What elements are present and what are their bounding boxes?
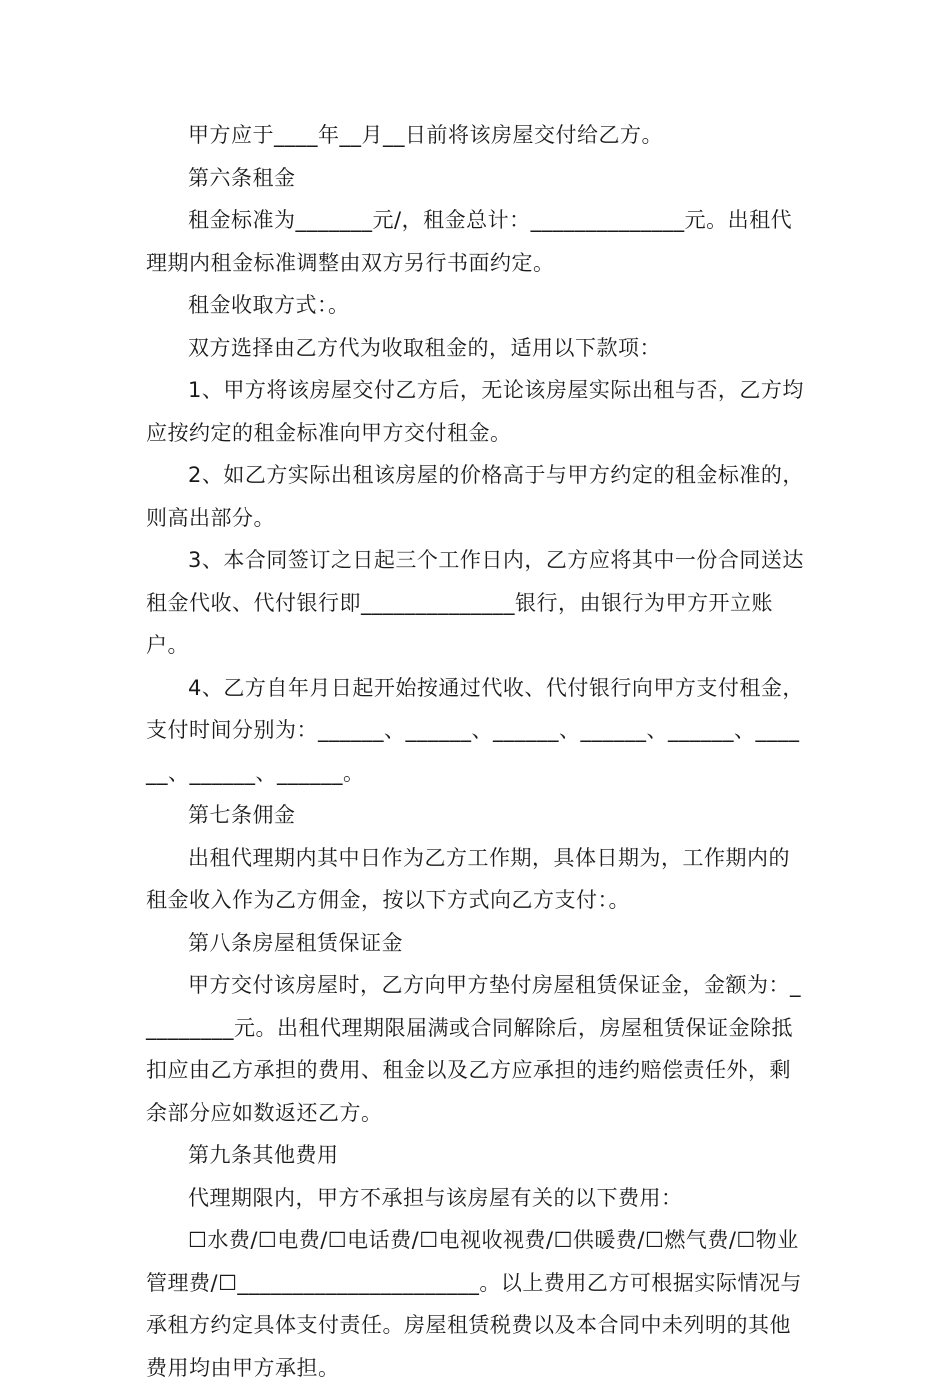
article-7-heading: 第七条佣金 bbox=[188, 803, 296, 827]
document-page bbox=[146, 114, 810, 1389]
clause-1: 1、甲方将该房屋交付乙方后，无论该房屋实际出租与否，乙方均应按约定的租金标准向甲方交付租金。 bbox=[146, 378, 804, 445]
fee-checklist-paragraph: ☐水费/☐电费/☐电话费/☐电视收视费/☐供暖费/☐燃气费/☐物业管理费/☐______________________。以上费用乙方可根据实际情况与承租方约定具体支付责任。房屋租赁税费以及本合同中未列明的其他费用均由甲方承担。 bbox=[146, 1228, 802, 1380]
delivery-date-paragraph: 甲方应于____年__月__日前将该房屋交付给乙方。 bbox=[188, 123, 663, 147]
commission-paragraph: 出租代理期内其中日作为乙方工作期，具体日期为，工作期内的租金收入作为乙方佣金，按以下方式向乙方支付：。 bbox=[146, 845, 790, 912]
rent-collection-method: 租金收取方式：。 bbox=[188, 293, 350, 317]
clause-4: 4、乙方自年月日起开始按通过代收、代付银行向甲方支付租金，支付时间分别为：______、______、______、______、______、______、______、______。 bbox=[146, 675, 804, 785]
other-fees-intro: 代理期限内，甲方不承担与该房屋有关的以下费用： bbox=[188, 1185, 683, 1210]
collection-clauses-intro: 双方选择由乙方代为收取租金的，适用以下款项： bbox=[188, 335, 661, 360]
rent-standard-paragraph: 租金标准为_______元/，租金总计：______________元。出租代理期内租金标准调整由双方另行书面约定。 bbox=[146, 208, 793, 275]
article-8-heading: 第八条房屋租赁保证金 bbox=[188, 930, 403, 955]
article-9-heading: 第九条其他费用 bbox=[188, 1143, 339, 1167]
clause-2: 2、如乙方实际出租该房屋的价格高于与甲方约定的租金标准的，则高出部分。 bbox=[146, 463, 804, 530]
clause-3: 3、本合同签订之日起三个工作日内，乙方应将其中一份合同送达租金代收、代付银行即______________银行，由银行为甲方开立账户。 bbox=[146, 548, 804, 657]
deposit-paragraph: 甲方交付该房屋时，乙方向甲方垫付房屋租赁保证金，金额为：_________元。出租代理期限届满或合同解除后，房屋租赁保证金除抵扣应由乙方承担的费用、租金以及乙方应承担的违约赔偿责任外，剩余部分应如数返还乙方。 bbox=[146, 973, 801, 1125]
article-6-heading: 第六条租金 bbox=[188, 165, 296, 190]
